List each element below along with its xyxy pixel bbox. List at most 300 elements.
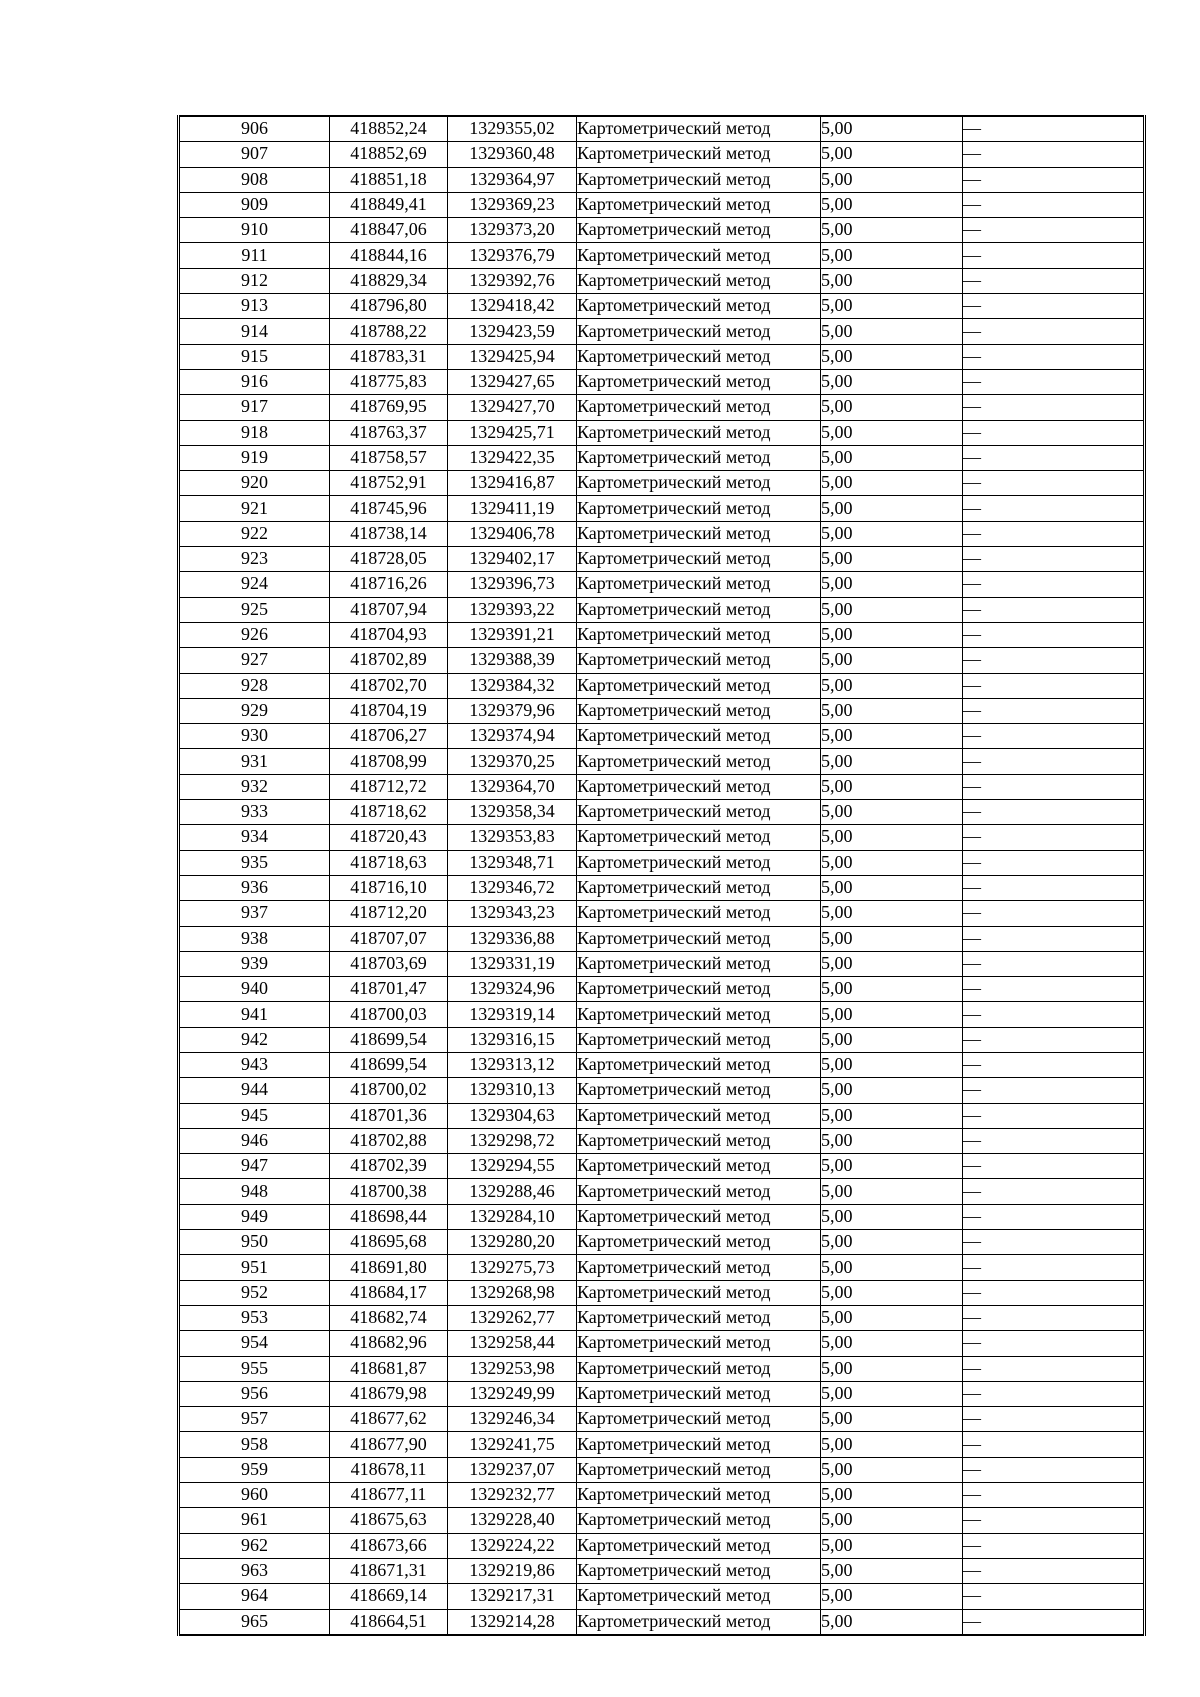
accuracy-cell: 5,00 [821, 243, 963, 268]
point-number-cell: 951 [179, 1255, 330, 1280]
point-number-cell: 958 [179, 1432, 330, 1457]
y-coordinate-cell: 1329249,99 [448, 1381, 577, 1406]
note-cell: — [963, 1356, 1145, 1381]
point-number-cell: 918 [179, 420, 330, 445]
method-cell: Картометрический метод [577, 1204, 821, 1229]
y-coordinate-cell: 1329284,10 [448, 1204, 577, 1229]
point-number-cell: 961 [179, 1508, 330, 1533]
y-coordinate-cell: 1329353,83 [448, 825, 577, 850]
x-coordinate-cell: 418698,44 [330, 1204, 448, 1229]
y-coordinate-cell: 1329214,28 [448, 1609, 577, 1635]
x-coordinate-cell: 418682,74 [330, 1305, 448, 1330]
table-row [179, 1381, 1145, 1406]
point-number-cell: 915 [179, 344, 330, 369]
accuracy-cell: 5,00 [821, 1331, 963, 1356]
x-coordinate-cell: 418702,89 [330, 648, 448, 673]
table-row [179, 1432, 1145, 1457]
x-coordinate-cell: 418716,10 [330, 875, 448, 900]
accuracy-cell: 5,00 [821, 1407, 963, 1432]
note-cell: — [963, 1255, 1145, 1280]
x-coordinate-cell: 418695,68 [330, 1230, 448, 1255]
x-coordinate-cell: 418796,80 [330, 294, 448, 319]
table-row [179, 572, 1145, 597]
x-coordinate-cell: 418701,36 [330, 1103, 448, 1128]
accuracy-cell: 5,00 [821, 1483, 963, 1508]
y-coordinate-cell: 1329241,75 [448, 1432, 577, 1457]
y-coordinate-cell: 1329275,73 [448, 1255, 577, 1280]
method-cell: Картометрический метод [577, 951, 821, 976]
accuracy-cell: 5,00 [821, 142, 963, 167]
table-row [179, 1255, 1145, 1280]
accuracy-cell: 5,00 [821, 1103, 963, 1128]
method-cell: Картометрический метод [577, 218, 821, 243]
table-row [179, 749, 1145, 774]
point-number-cell: 952 [179, 1280, 330, 1305]
table-row [179, 1558, 1145, 1583]
table-row [179, 319, 1145, 344]
method-cell: Картометрический метод [577, 547, 821, 572]
x-coordinate-cell: 418752,91 [330, 471, 448, 496]
point-number-cell: 920 [179, 471, 330, 496]
method-cell: Картометрический метод [577, 1052, 821, 1077]
table-row [179, 192, 1145, 217]
accuracy-cell: 5,00 [821, 471, 963, 496]
x-coordinate-cell: 418699,54 [330, 1052, 448, 1077]
y-coordinate-cell: 1329336,88 [448, 926, 577, 951]
x-coordinate-cell: 418700,02 [330, 1078, 448, 1103]
table-row [179, 471, 1145, 496]
accuracy-cell: 5,00 [821, 926, 963, 951]
note-cell: — [963, 1154, 1145, 1179]
x-coordinate-cell: 418847,06 [330, 218, 448, 243]
x-coordinate-cell: 418691,80 [330, 1255, 448, 1280]
table-row [179, 1179, 1145, 1204]
method-cell: Картометрический метод [577, 622, 821, 647]
table-row [179, 395, 1145, 420]
y-coordinate-cell: 1329376,79 [448, 243, 577, 268]
method-cell: Картометрический метод [577, 1483, 821, 1508]
y-coordinate-cell: 1329422,35 [448, 445, 577, 470]
method-cell: Картометрический метод [577, 825, 821, 850]
point-number-cell: 914 [179, 319, 330, 344]
method-cell: Картометрический метод [577, 1584, 821, 1609]
x-coordinate-cell: 418844,16 [330, 243, 448, 268]
note-cell: — [963, 901, 1145, 926]
method-cell: Картометрический метод [577, 724, 821, 749]
method-cell: Картометрический метод [577, 673, 821, 698]
accuracy-cell: 5,00 [821, 445, 963, 470]
note-cell: — [963, 1305, 1145, 1330]
x-coordinate-cell: 418664,51 [330, 1609, 448, 1635]
y-coordinate-cell: 1329224,22 [448, 1533, 577, 1558]
point-number-cell: 922 [179, 521, 330, 546]
point-number-cell: 921 [179, 496, 330, 521]
accuracy-cell: 5,00 [821, 1078, 963, 1103]
point-number-cell: 957 [179, 1407, 330, 1432]
point-number-cell: 935 [179, 850, 330, 875]
y-coordinate-cell: 1329388,39 [448, 648, 577, 673]
table-row [179, 521, 1145, 546]
point-number-cell: 964 [179, 1584, 330, 1609]
note-cell: — [963, 1558, 1145, 1583]
y-coordinate-cell: 1329379,96 [448, 698, 577, 723]
method-cell: Картометрический метод [577, 749, 821, 774]
table-row [179, 1584, 1145, 1609]
y-coordinate-cell: 1329294,55 [448, 1154, 577, 1179]
point-number-cell: 919 [179, 445, 330, 470]
method-cell: Картометрический метод [577, 1558, 821, 1583]
note-cell: — [963, 344, 1145, 369]
method-cell: Картометрический метод [577, 597, 821, 622]
method-cell: Картометрический метод [577, 395, 821, 420]
y-coordinate-cell: 1329319,14 [448, 1002, 577, 1027]
y-coordinate-cell: 1329313,12 [448, 1052, 577, 1077]
x-coordinate-cell: 418718,63 [330, 850, 448, 875]
note-cell: — [963, 243, 1145, 268]
accuracy-cell: 5,00 [821, 774, 963, 799]
x-coordinate-cell: 418708,99 [330, 749, 448, 774]
point-number-cell: 949 [179, 1204, 330, 1229]
x-coordinate-cell: 418712,20 [330, 901, 448, 926]
table-row [179, 1457, 1145, 1482]
y-coordinate-cell: 1329402,17 [448, 547, 577, 572]
y-coordinate-cell: 1329396,73 [448, 572, 577, 597]
x-coordinate-cell: 418702,70 [330, 673, 448, 698]
point-number-cell: 924 [179, 572, 330, 597]
table-row [179, 420, 1145, 445]
accuracy-cell: 5,00 [821, 1128, 963, 1153]
note-cell: — [963, 1179, 1145, 1204]
note-cell: — [963, 1508, 1145, 1533]
accuracy-cell: 5,00 [821, 1356, 963, 1381]
method-cell: Картометрический метод [577, 977, 821, 1002]
method-cell: Картометрический метод [577, 800, 821, 825]
point-number-cell: 911 [179, 243, 330, 268]
accuracy-cell: 5,00 [821, 1609, 963, 1635]
y-coordinate-cell: 1329246,34 [448, 1407, 577, 1432]
note-cell: — [963, 547, 1145, 572]
note-cell: — [963, 1483, 1145, 1508]
point-number-cell: 944 [179, 1078, 330, 1103]
accuracy-cell: 5,00 [821, 800, 963, 825]
x-coordinate-cell: 418673,66 [330, 1533, 448, 1558]
accuracy-cell: 5,00 [821, 319, 963, 344]
note-cell: — [963, 724, 1145, 749]
accuracy-cell: 5,00 [821, 1584, 963, 1609]
note-cell: — [963, 319, 1145, 344]
table-row [179, 344, 1145, 369]
y-coordinate-cell: 1329393,22 [448, 597, 577, 622]
point-number-cell: 912 [179, 268, 330, 293]
y-coordinate-cell: 1329280,20 [448, 1230, 577, 1255]
method-cell: Картометрический метод [577, 420, 821, 445]
x-coordinate-cell: 418775,83 [330, 369, 448, 394]
x-coordinate-cell: 418852,69 [330, 142, 448, 167]
method-cell: Картометрический метод [577, 1179, 821, 1204]
y-coordinate-cell: 1329253,98 [448, 1356, 577, 1381]
x-coordinate-cell: 418849,41 [330, 192, 448, 217]
method-cell: Картометрический метод [577, 850, 821, 875]
accuracy-cell: 5,00 [821, 1381, 963, 1406]
method-cell: Картометрический метод [577, 369, 821, 394]
accuracy-cell: 5,00 [821, 496, 963, 521]
note-cell: — [963, 445, 1145, 470]
table-row [179, 1103, 1145, 1128]
point-number-cell: 932 [179, 774, 330, 799]
x-coordinate-cell: 418769,95 [330, 395, 448, 420]
method-cell: Картометрический метод [577, 1255, 821, 1280]
accuracy-cell: 5,00 [821, 1508, 963, 1533]
table-row [179, 850, 1145, 875]
method-cell: Картометрический метод [577, 648, 821, 673]
table-row [179, 142, 1145, 167]
table-row [179, 597, 1145, 622]
point-number-cell: 956 [179, 1381, 330, 1406]
table-row [179, 1002, 1145, 1027]
x-coordinate-cell: 418704,19 [330, 698, 448, 723]
accuracy-cell: 5,00 [821, 1280, 963, 1305]
point-number-cell: 930 [179, 724, 330, 749]
point-number-cell: 933 [179, 800, 330, 825]
x-coordinate-cell: 418716,26 [330, 572, 448, 597]
x-coordinate-cell: 418758,57 [330, 445, 448, 470]
note-cell: — [963, 673, 1145, 698]
coordinates-table-body [179, 116, 1145, 1635]
table-row [179, 1128, 1145, 1153]
method-cell: Картометрический метод [577, 1457, 821, 1482]
method-cell: Картометрический метод [577, 1280, 821, 1305]
accuracy-cell: 5,00 [821, 116, 963, 142]
y-coordinate-cell: 1329219,86 [448, 1558, 577, 1583]
point-number-cell: 907 [179, 142, 330, 167]
accuracy-cell: 5,00 [821, 977, 963, 1002]
point-number-cell: 928 [179, 673, 330, 698]
method-cell: Картометрический метод [577, 1002, 821, 1027]
accuracy-cell: 5,00 [821, 850, 963, 875]
x-coordinate-cell: 418712,72 [330, 774, 448, 799]
method-cell: Картометрический метод [577, 1305, 821, 1330]
y-coordinate-cell: 1329427,70 [448, 395, 577, 420]
point-number-cell: 939 [179, 951, 330, 976]
point-number-cell: 927 [179, 648, 330, 673]
note-cell: — [963, 926, 1145, 951]
note-cell: — [963, 1078, 1145, 1103]
x-coordinate-cell: 418718,62 [330, 800, 448, 825]
table-row [179, 268, 1145, 293]
accuracy-cell: 5,00 [821, 622, 963, 647]
note-cell: — [963, 1052, 1145, 1077]
point-number-cell: 936 [179, 875, 330, 900]
y-coordinate-cell: 1329425,94 [448, 344, 577, 369]
method-cell: Картометрический метод [577, 445, 821, 470]
note-cell: — [963, 800, 1145, 825]
point-number-cell: 955 [179, 1356, 330, 1381]
table-row [179, 1407, 1145, 1432]
table-row [179, 1533, 1145, 1558]
accuracy-cell: 5,00 [821, 395, 963, 420]
point-number-cell: 908 [179, 167, 330, 192]
note-cell: — [963, 116, 1145, 142]
point-number-cell: 925 [179, 597, 330, 622]
method-cell: Картометрический метод [577, 1027, 821, 1052]
note-cell: — [963, 1533, 1145, 1558]
point-number-cell: 929 [179, 698, 330, 723]
y-coordinate-cell: 1329298,72 [448, 1128, 577, 1153]
note-cell: — [963, 268, 1145, 293]
point-number-cell: 938 [179, 926, 330, 951]
table-row [179, 218, 1145, 243]
y-coordinate-cell: 1329228,40 [448, 1508, 577, 1533]
x-coordinate-cell: 418852,24 [330, 116, 448, 142]
y-coordinate-cell: 1329348,71 [448, 850, 577, 875]
y-coordinate-cell: 1329406,78 [448, 521, 577, 546]
x-coordinate-cell: 418677,11 [330, 1483, 448, 1508]
y-coordinate-cell: 1329370,25 [448, 749, 577, 774]
point-number-cell: 959 [179, 1457, 330, 1482]
x-coordinate-cell: 418703,69 [330, 951, 448, 976]
table-row [179, 294, 1145, 319]
accuracy-cell: 5,00 [821, 825, 963, 850]
x-coordinate-cell: 418851,18 [330, 167, 448, 192]
note-cell: — [963, 420, 1145, 445]
accuracy-cell: 5,00 [821, 749, 963, 774]
accuracy-cell: 5,00 [821, 344, 963, 369]
table-row [179, 445, 1145, 470]
table-row [179, 1331, 1145, 1356]
accuracy-cell: 5,00 [821, 167, 963, 192]
accuracy-cell: 5,00 [821, 1052, 963, 1077]
y-coordinate-cell: 1329310,13 [448, 1078, 577, 1103]
table-row [179, 1280, 1145, 1305]
method-cell: Картометрический метод [577, 1356, 821, 1381]
y-coordinate-cell: 1329425,71 [448, 420, 577, 445]
y-coordinate-cell: 1329360,48 [448, 142, 577, 167]
x-coordinate-cell: 418707,07 [330, 926, 448, 951]
point-number-cell: 937 [179, 901, 330, 926]
y-coordinate-cell: 1329369,23 [448, 192, 577, 217]
method-cell: Картометрический метод [577, 1407, 821, 1432]
y-coordinate-cell: 1329392,76 [448, 268, 577, 293]
x-coordinate-cell: 418704,93 [330, 622, 448, 647]
note-cell: — [963, 1407, 1145, 1432]
x-coordinate-cell: 418707,94 [330, 597, 448, 622]
point-number-cell: 906 [179, 116, 330, 142]
method-cell: Картометрический метод [577, 192, 821, 217]
point-number-cell: 916 [179, 369, 330, 394]
method-cell: Картометрический метод [577, 116, 821, 142]
accuracy-cell: 5,00 [821, 673, 963, 698]
table-row [179, 673, 1145, 698]
note-cell: — [963, 1002, 1145, 1027]
note-cell: — [963, 749, 1145, 774]
table-row [179, 1305, 1145, 1330]
point-number-cell: 947 [179, 1154, 330, 1179]
point-number-cell: 945 [179, 1103, 330, 1128]
note-cell: — [963, 774, 1145, 799]
x-coordinate-cell: 418678,11 [330, 1457, 448, 1482]
point-number-cell: 926 [179, 622, 330, 647]
point-number-cell: 940 [179, 977, 330, 1002]
table-row [179, 977, 1145, 1002]
point-number-cell: 917 [179, 395, 330, 420]
y-coordinate-cell: 1329324,96 [448, 977, 577, 1002]
method-cell: Картометрический метод [577, 1103, 821, 1128]
x-coordinate-cell: 418677,62 [330, 1407, 448, 1432]
point-number-cell: 941 [179, 1002, 330, 1027]
method-cell: Картометрический метод [577, 496, 821, 521]
accuracy-cell: 5,00 [821, 1204, 963, 1229]
note-cell: — [963, 698, 1145, 723]
point-number-cell: 954 [179, 1331, 330, 1356]
point-number-cell: 934 [179, 825, 330, 850]
y-coordinate-cell: 1329316,15 [448, 1027, 577, 1052]
table-row [179, 1027, 1145, 1052]
note-cell: — [963, 597, 1145, 622]
point-number-cell: 962 [179, 1533, 330, 1558]
y-coordinate-cell: 1329411,19 [448, 496, 577, 521]
x-coordinate-cell: 418701,47 [330, 977, 448, 1002]
note-cell: — [963, 471, 1145, 496]
table-row [179, 800, 1145, 825]
note-cell: — [963, 1584, 1145, 1609]
x-coordinate-cell: 418829,34 [330, 268, 448, 293]
method-cell: Картометрический метод [577, 1508, 821, 1533]
accuracy-cell: 5,00 [821, 420, 963, 445]
method-cell: Картометрический метод [577, 774, 821, 799]
x-coordinate-cell: 418677,90 [330, 1432, 448, 1457]
y-coordinate-cell: 1329427,65 [448, 369, 577, 394]
method-cell: Картометрический метод [577, 142, 821, 167]
accuracy-cell: 5,00 [821, 1154, 963, 1179]
y-coordinate-cell: 1329217,31 [448, 1584, 577, 1609]
accuracy-cell: 5,00 [821, 875, 963, 900]
table-row [179, 1078, 1145, 1103]
x-coordinate-cell: 418700,03 [330, 1002, 448, 1027]
table-row [179, 724, 1145, 749]
note-cell: — [963, 294, 1145, 319]
accuracy-cell: 5,00 [821, 1432, 963, 1457]
note-cell: — [963, 825, 1145, 850]
note-cell: — [963, 521, 1145, 546]
x-coordinate-cell: 418783,31 [330, 344, 448, 369]
method-cell: Картометрический метод [577, 1381, 821, 1406]
accuracy-cell: 5,00 [821, 1255, 963, 1280]
note-cell: — [963, 1609, 1145, 1635]
accuracy-cell: 5,00 [821, 294, 963, 319]
note-cell: — [963, 977, 1145, 1002]
y-coordinate-cell: 1329262,77 [448, 1305, 577, 1330]
accuracy-cell: 5,00 [821, 1179, 963, 1204]
method-cell: Картометрический метод [577, 521, 821, 546]
method-cell: Картометрический метод [577, 1078, 821, 1103]
note-cell: — [963, 951, 1145, 976]
x-coordinate-cell: 418699,54 [330, 1027, 448, 1052]
y-coordinate-cell: 1329232,77 [448, 1483, 577, 1508]
table-row [179, 369, 1145, 394]
x-coordinate-cell: 418728,05 [330, 547, 448, 572]
method-cell: Картометрический метод [577, 1533, 821, 1558]
method-cell: Картометрический метод [577, 294, 821, 319]
table-row [179, 116, 1145, 142]
x-coordinate-cell: 418671,31 [330, 1558, 448, 1583]
y-coordinate-cell: 1329364,70 [448, 774, 577, 799]
y-coordinate-cell: 1329374,94 [448, 724, 577, 749]
table-row [179, 825, 1145, 850]
accuracy-cell: 5,00 [821, 1002, 963, 1027]
table-row [179, 547, 1145, 572]
accuracy-cell: 5,00 [821, 521, 963, 546]
method-cell: Картометрический метод [577, 1230, 821, 1255]
